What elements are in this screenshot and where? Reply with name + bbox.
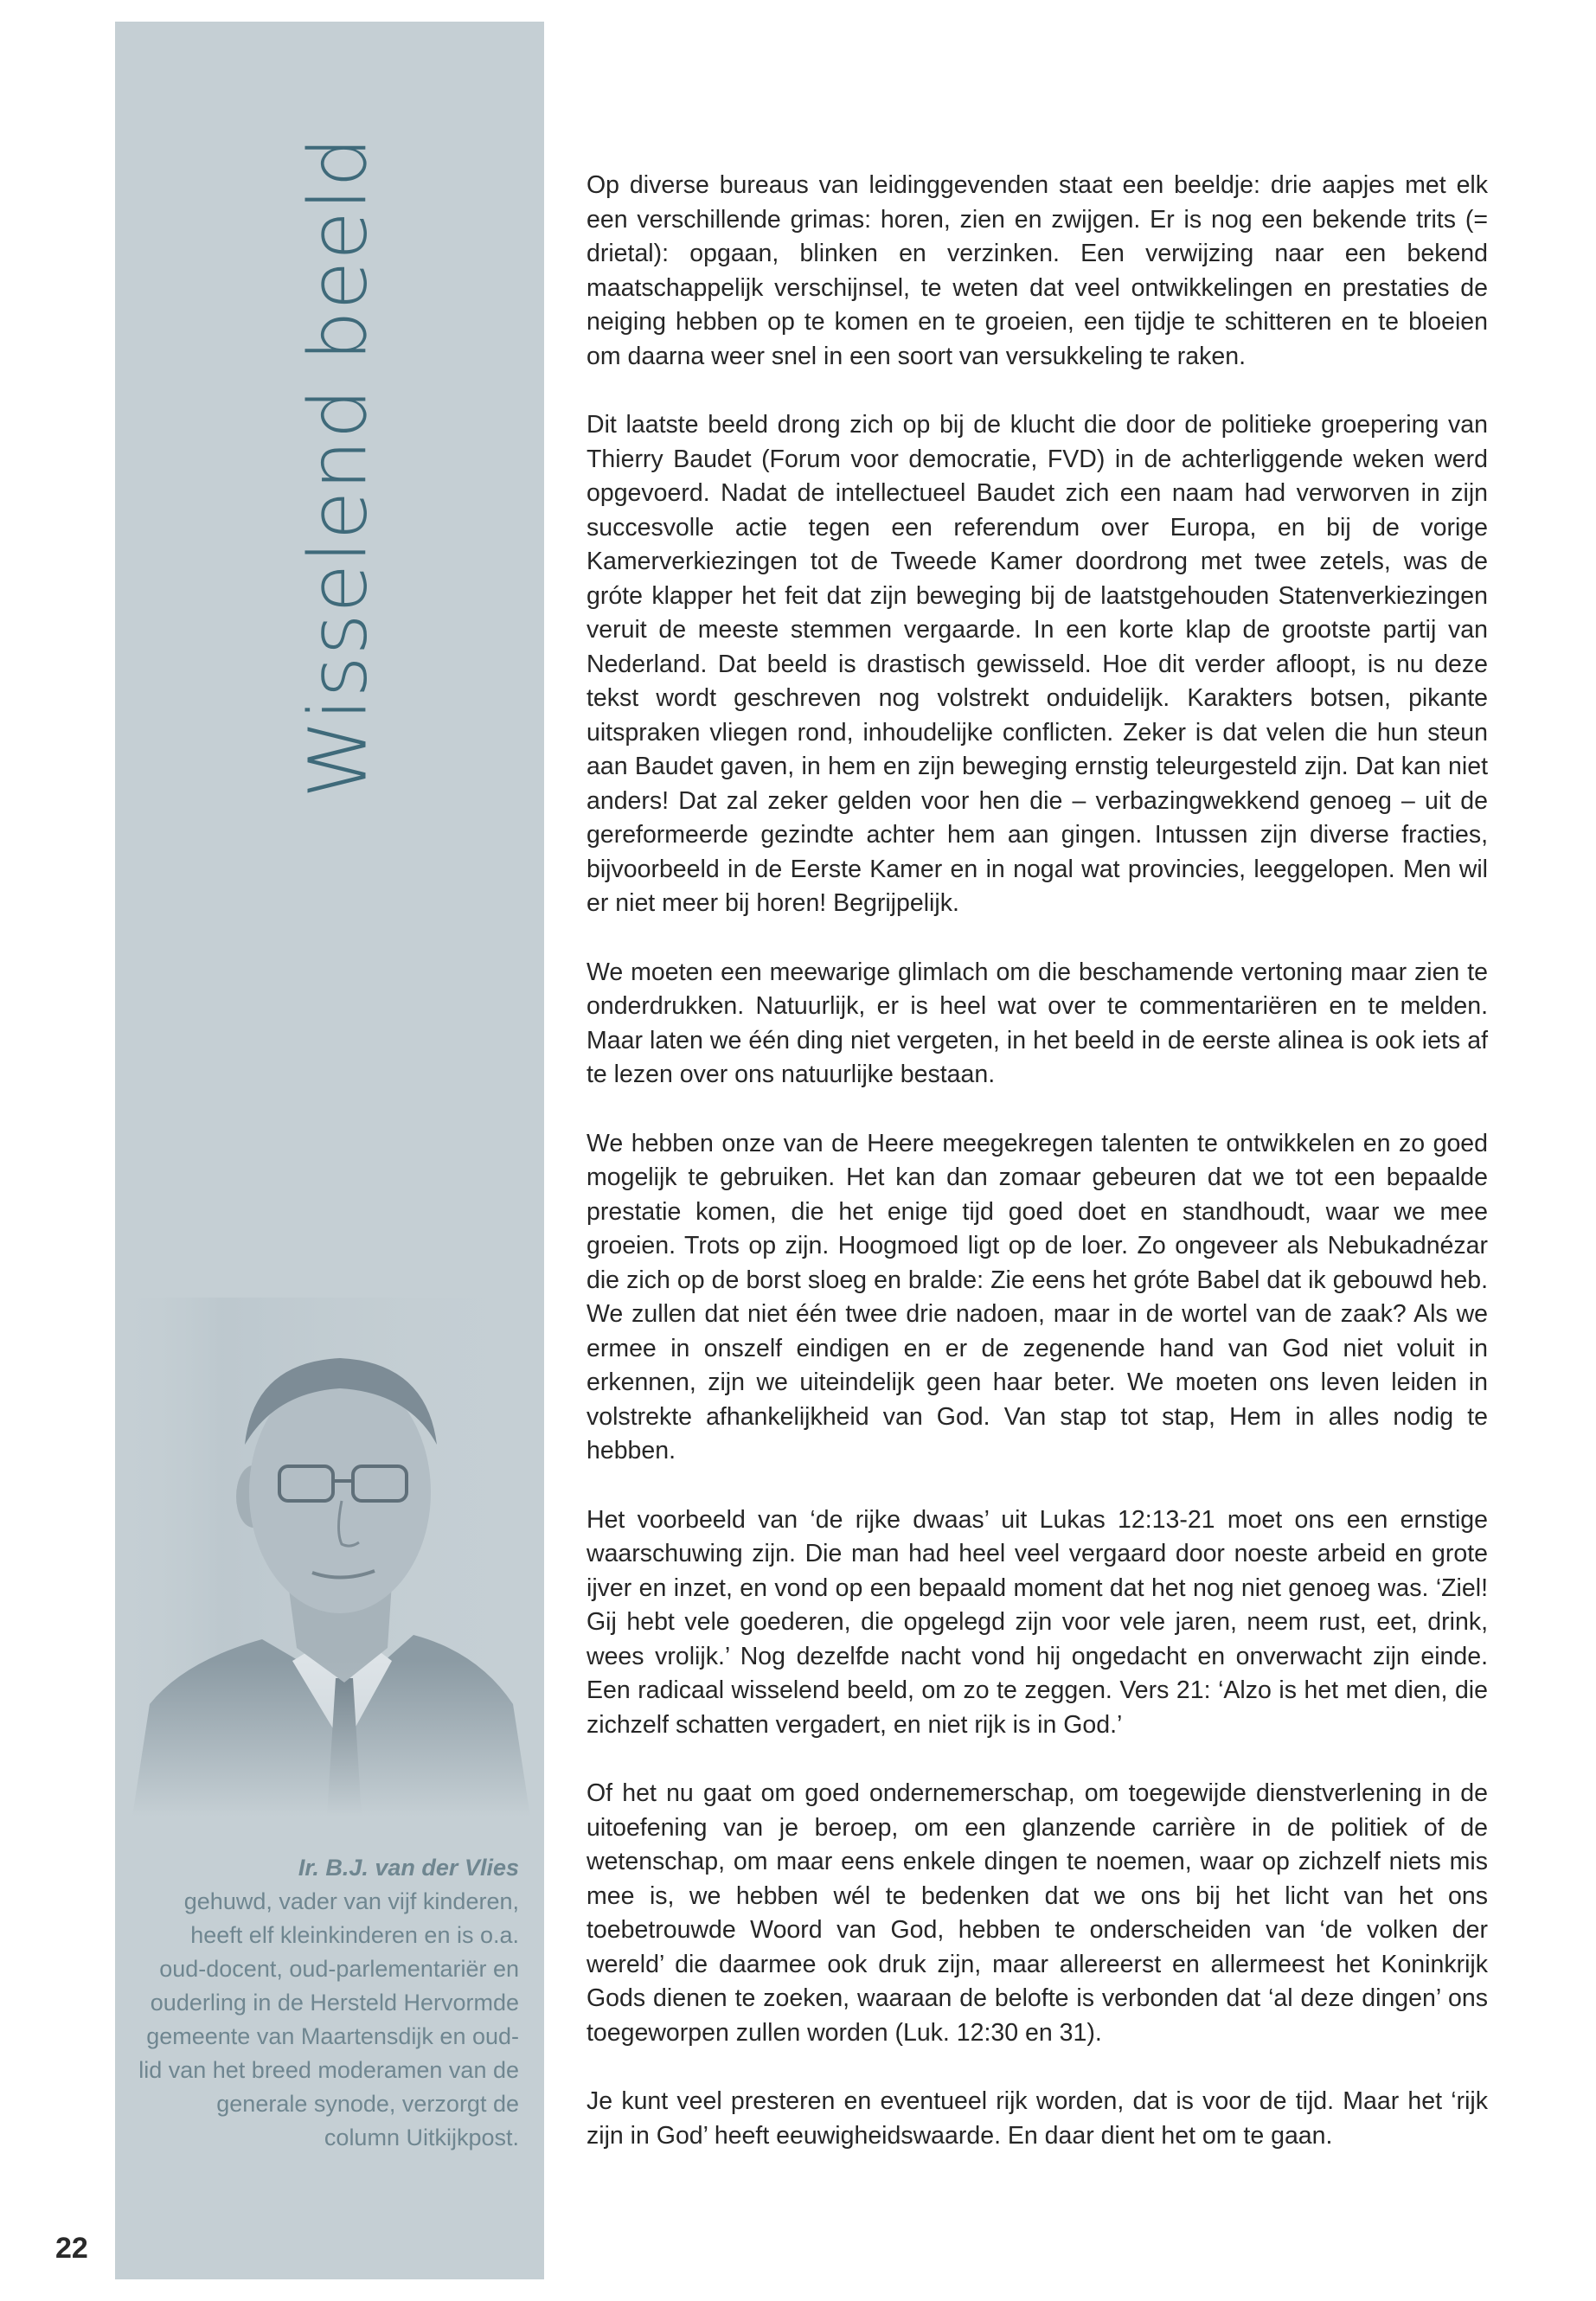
page-title: Wisselend beeld — [292, 136, 385, 798]
article-body — [586, 169, 1488, 2188]
article-paragraph-7: Je kunt veel presteren en eventueel rijk worden, dat is voor de tijd. Maar het ‘rijk zijn in God’ heeft eeuwigheidswaarde. En daar dient het om te gaan. — [586, 2087, 1488, 2150]
article-paragraph-4: We hebben onze van de Heere meegekregen talenten te ontwikkelen en zo goed mogelijk te gebruiken. Het kan dan zomaar gebeuren dat we tot een bepaalde prestatie komen, die het enige tijd goed doet en standhoudt, waar we mee groeien. Trots op zijn. Hoogmoed ligt op de loer. Zo ongeveer als Nebukadnézar die zich op de borst sloeg en bralde: Zie eens het gróte Babel dat ik gebouwd heb. We zullen dat niet één twee drie nadoen, maar in de wortel van de zaak? Als we ermee in onszelf eindigen en er de zegenende hand van God niet voluit in erkennen, zijn we uiteindelijk geen haar beter. We moeten ons leven leiden in volstrekte afhankelijkheid van God. Van stap tot stap, Hem in alles nodig te hebben. — [586, 1129, 1488, 1465]
author-caption — [138, 1851, 519, 2155]
page-number: 22 — [55, 2232, 88, 2265]
article-paragraph-5: Het voorbeeld van ‘de rijke dwaas’ uit Lukas 12:13-21 moet ons een ernstige waarschuwing zijn. Die man had heel veel vergaard door noeste arbeid en grote ijver en inzet, en vond op een bepaald moment dat het nog niet genoeg was. ‘Ziel! Gij hebt vele goederen, die opgelegd zijn voor vele jaren, neem rust, eet, drink, wees vrolijk.’ Nog dezelfde nacht vond hij ongedacht en onverwacht zijn einde. Een radicaal wisselend beeld, om zo te zeggen. Vers 21: ‘Alzo is het met dien, die zichzelf schatten vergadert, en niet rijk is in God.’ — [586, 1505, 1488, 1739]
title-container — [291, 136, 386, 798]
article-paragraph-2: Dit laatste beeld drong zich op bij de klucht die door de politieke groepering van Thierry Baudet (Forum voor democratie, FVD) in de achterliggende weken werd opgevoerd. Nadat de intellectueel Baudet zich een naam had verworven in zijn succesvolle actie tegen een referendum over Europa, en bij de vorige Kamerverkiezingen tot de Tweede Kamer doordrong met twee zetels, was de gróte klapper het feit dat zijn beweging bij de laatstgehouden Statenverkiezingen veruit de meeste stemmen vergaarde. In een korte klap de grootste partij van Nederland. Dat beeld is drastisch gewisseld. Hoe dit verder afloopt, is nu deze tekst wordt geschreven nog volstrekt onduidelijk. Karakters botsen, pikante uitspraken vliegen rond, inhoudelijke conflicten. Zeker is dat velen die hun steun aan Baudet gaven, in hem en zijn beweging ernstig teleurgesteld zijn. Dat kan niet anders! Dat zal zeker gelden voor hen die – verbazingwekkend genoeg – uit de gereformeerde gezindte achter hem aan gingen. Intussen zijn diverse fracties, bijvoorbeeld in de Eerste Kamer en in nogal wat provincies, leeggelopen. Men wil er niet meer bij horen! Begrijpelijk. — [586, 411, 1488, 917]
author-name: Ir. B.J. van der Vlies — [298, 1855, 519, 1881]
author-bio: gehuwd, vader van vijf kinderen, heeft elf kleinkinderen en is o.a. oud-docent, oud-parlementariër en ouderling in de Hersteld Hervormde gemeente van Maartensdijk en oud-lid van het breed moderamen van de generale synode, verzorgt de column Uitkijkpost. — [138, 1888, 519, 2150]
article-paragraph-3: We moeten een meewarige glimlach om die beschamende vertoning maar zien te onderdrukken. Natuurlijk, er is heel wat over te commentariëren en te melden. Maar laten we één ding niet vergeten, in het beeld in de eerste alinea is ook iets af te lezen over ons natuurlijke bestaan. — [586, 958, 1488, 1088]
article-paragraph-1: Op diverse bureaus van leidinggevenden staat een beeldje: drie aapjes met elk een verschillende grimas: horen, zien en zwijgen. Er is nog een bekende trits (= drietal): opgaan, blinken en verzinken. Een verwijzing naar een bekend maatschappelijk verschijnsel, te weten dat veel ontwikkelingen en prestaties de neiging hebben op te komen en te groeien, een tijdje te schitteren en te bloeien om daarna weer snel in een soort van versukkeling te raken. — [586, 171, 1488, 370]
article-paragraph-6: Of het nu gaat om goed ondernemerschap, om toegewijde dienstverlening in de uitoefening van je beroep, om een glanzende carrière in de politiek of de wetenschap, om maar eens enkele dingen te noemen, waar op zichzelf niets mis mee is, we hebben wél te bedenken dat we ons bij het licht van het ons toebetrouwde Woord van God, hebben te onderscheiden van ‘de volken der wereld’ die daarmee ook druk zijn, maar allereerst en allermeest het Koninkrijk Gods dienen te zoeken, waaraan de belofte is verbonden dat ‘al deze dingen’ ons toegeworpen zullen worden (Luk. 12:30 en 31). — [586, 1779, 1488, 2047]
author-portrait — [115, 1298, 544, 1817]
